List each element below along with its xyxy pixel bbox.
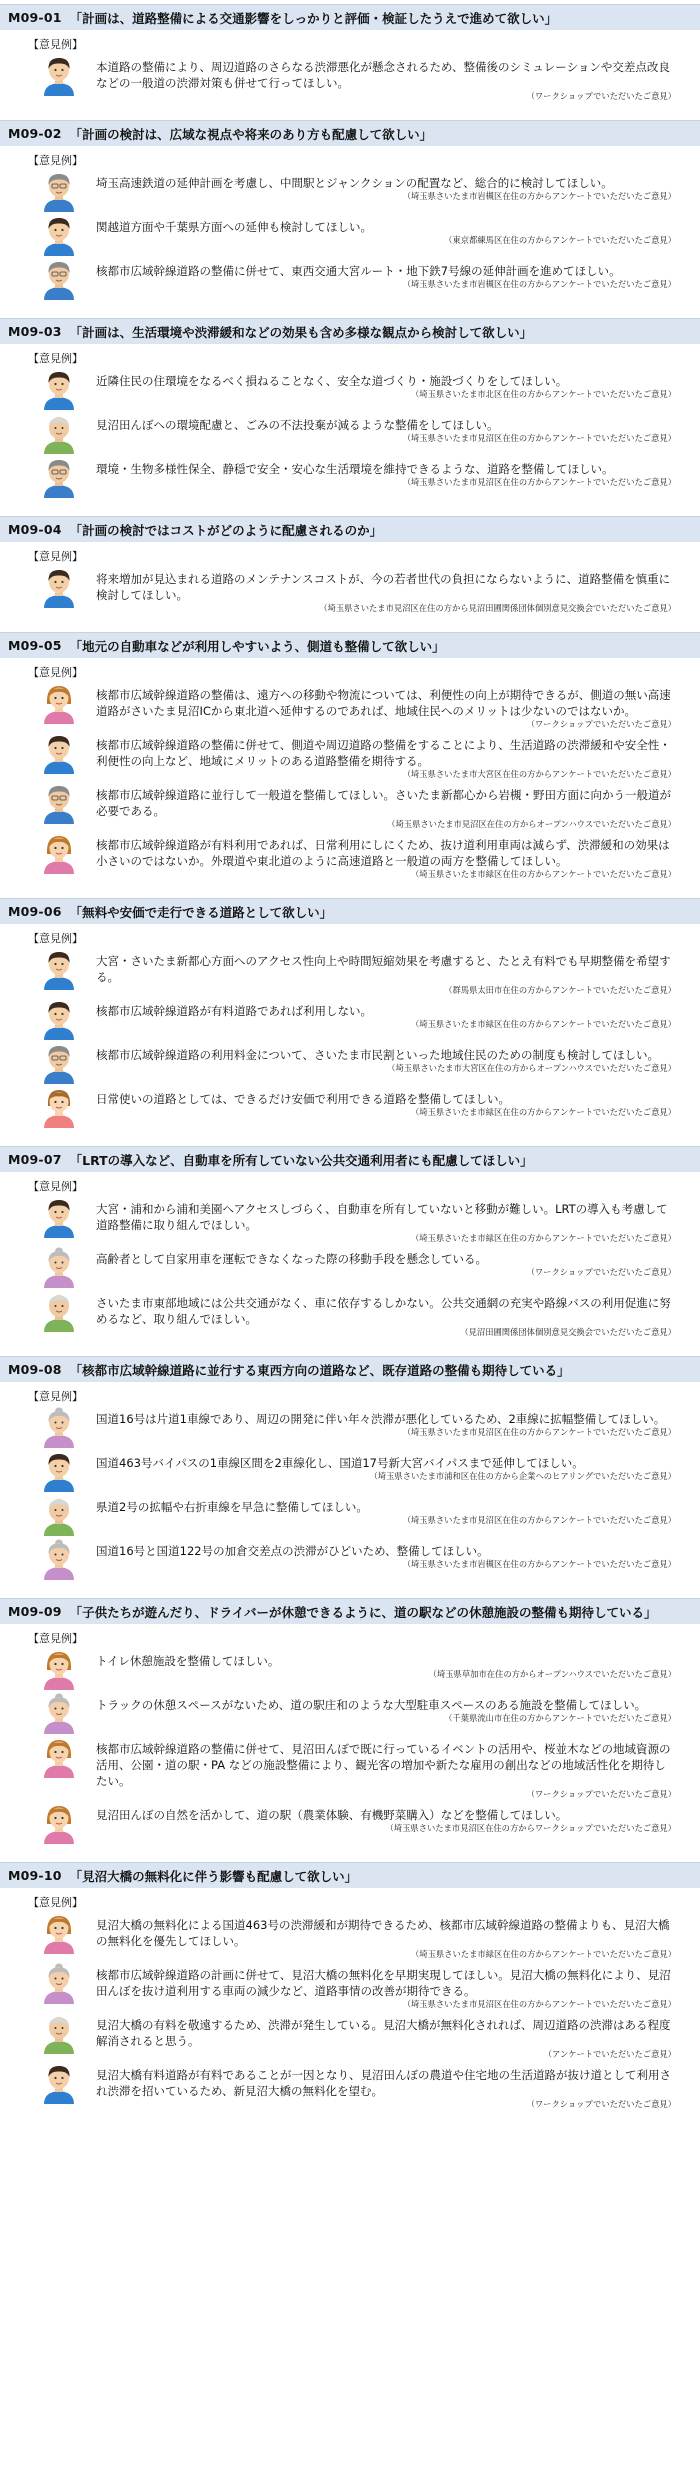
opinion-section xyxy=(0,1356,700,1594)
opinion-list xyxy=(0,368,700,498)
woman-avatar-icon xyxy=(40,1648,78,1690)
opinion-text: さいたま市東部地域には公共交通がなく、車に依存するしかない。公共交通網の充実や路線バスの利用促進に努めるなど、取り組んでほしい。 xyxy=(96,1296,671,1326)
opinion-item xyxy=(40,998,676,1040)
section-header xyxy=(0,1862,700,1888)
opinion-text: 核都市広域幹線道路の整備に併せて、東西交通大宮ルート・地下鉄7号線の延伸計画を進めてほしい。 xyxy=(96,264,621,278)
opinion-item xyxy=(40,566,676,614)
opinion-section xyxy=(0,318,700,512)
opinion-text: 近隣住民の住環境をなるべく損ねることなく、安全な道づくり・施設づくりをしてほしい。 xyxy=(96,374,568,388)
opinion-body xyxy=(96,832,676,880)
section-code: M09-03 xyxy=(8,324,62,339)
grandma-avatar-icon xyxy=(40,1962,78,2004)
opinion-text: 高齢者として自家用車を運転できなくなった際の移動手段を懸念している。 xyxy=(96,1252,487,1266)
opinion-source: （埼玉県さいたま市岩槻区在住の方からアンケートでいただいたご意見） xyxy=(402,1559,676,1569)
opinion-body xyxy=(96,682,676,730)
opinion-source: （埼玉県さいたま市見沼区在住の方からアンケートでいただいたご意見） xyxy=(402,1999,676,2009)
opinion-source: （ワークショップでいただいたご意見） xyxy=(526,719,676,729)
opinion-body xyxy=(96,1538,676,1580)
opinion-body xyxy=(96,54,676,102)
man-avatar-icon xyxy=(40,214,78,256)
opinion-text: 見沼大橋の無料化による国道463号の渋滞緩和が期待できるため、核都市広域幹線道路の整備よりも、見沼大橋の無料化を優先してほしい。 xyxy=(96,1918,670,1948)
opinion-text: 核都市広域幹線道路が有料利用であれば、日常利用にしにくため、抜け道利用車両は減らず、渋滞緩和の効果は小さいのではないか。外環道や東北道のように高速道路と一般道の両方を整備してほしい。 xyxy=(96,838,670,868)
opinion-list xyxy=(0,54,700,102)
girl-avatar-icon xyxy=(40,1086,78,1128)
opinion-item xyxy=(40,54,676,102)
opinion-source: （千葉県流山市在住の方からアンケートでいただいたご意見） xyxy=(444,1713,676,1723)
opinion-item xyxy=(40,1290,676,1338)
opinion-source: （東京都練馬区在住の方からアンケートでいただいたご意見） xyxy=(444,235,676,245)
grandma-avatar-icon xyxy=(40,1692,78,1734)
opinion-text: 関越道方面や千葉県方面への延伸も検討してほしい。 xyxy=(96,220,372,234)
grandma-avatar-icon xyxy=(40,1406,78,1448)
opinion-item xyxy=(40,1042,676,1084)
elder-avatar-icon xyxy=(40,782,78,824)
opinion-text: 国道16号は片道1車線であり、周辺の開発に伴い年々渋滞が悪化しているため、2車線に拡幅整備してほしい。 xyxy=(96,1412,666,1426)
opinion-item xyxy=(40,1086,676,1128)
opinion-list xyxy=(0,1406,700,1580)
section-header xyxy=(0,318,700,344)
man-avatar-icon xyxy=(40,566,78,608)
section-code: M09-01 xyxy=(8,10,62,25)
section-title: 「子供たちが遊んだり、ドライバーが休憩できるように、道の駅などの休憩施設の整備も期待している」 xyxy=(69,1604,657,1620)
opinion-body xyxy=(96,1086,676,1128)
elder-avatar-icon xyxy=(40,1042,78,1084)
opinion-source: （埼玉県さいたま市緑区在住の方からアンケートでいただいたご意見） xyxy=(410,1233,676,1243)
section-spacer xyxy=(0,614,700,628)
opinion-text: 核都市広域幹線道路に並行して一般道を整備してほしい。さいたま新都心から岩槻・野田方面に向かう一般道が必要である。 xyxy=(96,788,671,818)
opinion-item xyxy=(40,1196,676,1244)
section-header xyxy=(0,1356,700,1382)
section-header xyxy=(0,632,700,658)
opinion-body xyxy=(96,1648,676,1690)
opinion-source: （群馬県太田市在住の方からアンケートでいただいたご意見） xyxy=(444,985,676,995)
opinion-body xyxy=(96,1802,676,1844)
opinion-source: （埼玉県草加市在住の方からオープンハウスでいただいたご意見） xyxy=(428,1669,676,1679)
woman-avatar-icon xyxy=(40,1802,78,1844)
opinion-list xyxy=(0,948,700,1128)
opinion-text: トイレ休憩施設を整備してほしい。 xyxy=(96,1654,280,1668)
elder-avatar-icon xyxy=(40,456,78,498)
opinion-body xyxy=(96,782,676,830)
opinion-examples-label: 【意見例】 xyxy=(28,38,83,51)
opinion-page xyxy=(0,4,700,2124)
section-title: 「無料や安価で走行できる道路として欲しい」 xyxy=(69,904,333,920)
opinion-text: 国道463号バイパスの1車線区間を2車線化し、国道17号新大宮バイパスまで延伸してほしい。 xyxy=(96,1456,584,1470)
opinion-text: 埼玉高速鉄道の延伸計画を考慮し、中間駅とジャンクションの配置など、総合的に検討してほしい。 xyxy=(96,176,613,190)
opinion-text: 核都市広域幹線道路の計画に併せて、見沼大橋の無料化を早期実現してほしい。見沼大橋の無料化により、見沼田んぼを抜け道利用する車両の減少など、道路事情の改善が期待できる。 xyxy=(96,1968,671,1998)
opinion-text: 環境・生物多様性保全、静穏で安全・安心な生活環境を維持できるような、道路を整備してほしい。 xyxy=(96,462,614,476)
opinion-text: 国道16号と国道122号の加倉交差点の渋滞がひどいため、整備してほしい。 xyxy=(96,1544,489,1558)
section-code: M09-07 xyxy=(8,1152,62,1167)
opinion-examples-label: 【意見例】 xyxy=(28,1896,83,1909)
opinion-source: （埼玉県さいたま市北区在住の方からアンケートでいただいたご意見） xyxy=(410,389,676,399)
opinion-body xyxy=(96,1450,676,1492)
opinion-item xyxy=(40,170,676,212)
opinion-text: 核都市広域幹線道路の整備は、遠方への移動や物流については、利便性の向上が期待できるが、側道の無い高速道路がさいたま見沼ICから東北道へ延伸するのであれば、地域住民へのメリットは少ないのではないか。 xyxy=(96,688,671,718)
opinion-body xyxy=(96,1042,676,1084)
section-spacer xyxy=(0,1338,700,1352)
section-header xyxy=(0,898,700,924)
grandpa-avatar-icon xyxy=(40,412,78,454)
opinion-item xyxy=(40,412,676,454)
opinion-source: （ワークショップでいただいたご意見） xyxy=(526,1267,676,1277)
opinion-body xyxy=(96,1736,676,1800)
opinion-source: （埼玉県さいたま市岩槻区在住の方からアンケートでいただいたご意見） xyxy=(402,191,676,201)
opinion-item xyxy=(40,1692,676,1734)
elder-avatar-icon xyxy=(40,258,78,300)
opinion-source: （埼玉県さいたま市見沼区在住の方からワークショップでいただいたご意見） xyxy=(385,1823,676,1833)
opinion-examples-label: 【意見例】 xyxy=(28,932,83,945)
opinion-text: 大宮・浦和から浦和美園へアクセスしづらく、自動車を所有していないと移動が難しい。LRTの導入も考慮して道路整備に取り組んでほしい。 xyxy=(96,1202,668,1232)
opinion-source: （埼玉県さいたま市大宮区在住の方からオープンハウスでいただいたご意見） xyxy=(387,1063,676,1073)
opinion-section xyxy=(0,1146,700,1352)
opinion-source: （ワークショップでいただいたご意見） xyxy=(526,1789,676,1799)
opinion-list xyxy=(0,682,700,880)
section-code: M09-05 xyxy=(8,638,62,653)
opinion-source: （埼玉県さいたま市岩槻区在住の方からアンケートでいただいたご意見） xyxy=(402,279,676,289)
opinion-text: 将来増加が見込まれる道路のメンテナンスコストが、今の若者世代の負担にならないように、道路整備を慎重に検討してほしい。 xyxy=(96,572,671,602)
opinion-body xyxy=(96,170,676,212)
opinion-list xyxy=(0,566,700,614)
opinion-item xyxy=(40,2012,676,2060)
grandpa-avatar-icon xyxy=(40,1494,78,1536)
opinion-list xyxy=(0,1648,700,1844)
opinion-body xyxy=(96,1196,676,1244)
opinion-item xyxy=(40,1406,676,1448)
opinion-source: （埼玉県さいたま市見沼区在住の方からアンケートでいただいたご意見） xyxy=(402,433,676,443)
opinion-source: （ワークショップでいただいたご意見） xyxy=(526,91,676,101)
opinion-body xyxy=(96,2012,676,2060)
section-spacer xyxy=(0,2110,700,2124)
grandpa-avatar-icon xyxy=(40,2012,78,2054)
man-avatar-icon xyxy=(40,948,78,990)
opinion-item xyxy=(40,682,676,730)
woman-avatar-icon xyxy=(40,1736,78,1778)
opinion-body xyxy=(96,732,676,780)
man-avatar-icon xyxy=(40,54,78,96)
opinion-text: 本道路の整備により、周辺道路のさらなる渋滞悪化が懸念されるため、整備後のシミュレーションや交差点改良などの一般道の渋滞対策も併せて行ってほしい。 xyxy=(96,60,670,90)
opinion-list xyxy=(0,170,700,300)
opinion-source: （埼玉県さいたま市緑区在住の方からアンケートでいただいたご意見） xyxy=(410,1107,676,1117)
section-code: M09-02 xyxy=(8,126,62,141)
opinion-body xyxy=(96,1692,676,1734)
opinion-section xyxy=(0,1862,700,2124)
opinion-examples-label: 【意見例】 xyxy=(28,154,83,167)
section-title: 「計画の検討は、広域な視点や将来のあり方も配慮して欲しい」 xyxy=(69,126,433,142)
section-spacer xyxy=(0,1844,700,1858)
opinion-source: （埼玉県さいたま市緑区在住の方からアンケートでいただいたご意見） xyxy=(410,1019,676,1029)
opinion-body xyxy=(96,412,676,454)
opinion-section xyxy=(0,120,700,314)
opinion-examples-label: 【意見例】 xyxy=(28,1390,83,1403)
section-title: 「計画は、道路整備による交通影響をしっかりと評価・検証したうえで進めて欲しい」 xyxy=(69,10,558,26)
opinion-item xyxy=(40,1736,676,1800)
opinion-examples-label: 【意見例】 xyxy=(28,352,83,365)
opinion-examples-label: 【意見例】 xyxy=(28,1180,83,1193)
section-header xyxy=(0,1598,700,1624)
opinion-item xyxy=(40,258,676,300)
opinion-item xyxy=(40,1538,676,1580)
opinion-source: （埼玉県さいたま市見沼区在住の方から見沼田圃関係団体個別意見交換会でいただいたご意見） xyxy=(319,603,676,613)
section-code: M09-08 xyxy=(8,1362,62,1377)
opinion-item xyxy=(40,1246,676,1288)
section-title: 「計画は、生活環境や渋滞緩和などの効果も含め多様な観点から検討して欲しい」 xyxy=(69,324,533,340)
section-header xyxy=(0,120,700,146)
opinion-body xyxy=(96,1246,676,1288)
opinion-body xyxy=(96,566,676,614)
section-header xyxy=(0,516,700,542)
opinion-source: （埼玉県さいたま市大宮区在住の方からアンケートでいただいたご意見） xyxy=(402,769,676,779)
section-spacer xyxy=(0,102,700,116)
opinion-item xyxy=(40,1962,676,2010)
woman-avatar-icon xyxy=(40,832,78,874)
man-avatar-icon xyxy=(40,732,78,774)
section-title: 「地元の自動車などが利用しやすいよう、側道も整備して欲しい」 xyxy=(69,638,445,654)
opinion-item xyxy=(40,1648,676,1690)
opinion-examples-label: 【意見例】 xyxy=(28,666,83,679)
opinion-examples-label: 【意見例】 xyxy=(28,550,83,563)
section-title: 「LRTの導入など、自動車を所有していない公共交通利用者にも配慮してほしい」 xyxy=(69,1152,533,1168)
opinion-body xyxy=(96,368,676,410)
opinion-text: 核都市広域幹線道路の利用料金について、さいたま市民割といった地域住民のための制度も検討してほしい。 xyxy=(96,1048,660,1062)
opinion-source: （埼玉県さいたま市見沼区在住の方からアンケートでいただいたご意見） xyxy=(402,1427,676,1437)
opinion-source: （埼玉県さいたま市見沼区在住の方からオープンハウスでいただいたご意見） xyxy=(387,819,676,829)
woman-avatar-icon xyxy=(40,1912,78,1954)
section-code: M09-09 xyxy=(8,1604,62,1619)
opinion-text: トラックの休憩スペースがないため、道の駅庄和のような大型駐車スペースのある施設を整備してほしい。 xyxy=(96,1698,647,1712)
opinion-text: 核都市広域幹線道路が有料道路であれば利用しない。 xyxy=(96,1004,372,1018)
opinion-section xyxy=(0,516,700,628)
opinion-text: 県道2号の拡幅や右折車線を早急に整備してほしい。 xyxy=(96,1500,368,1514)
opinion-body xyxy=(96,1912,676,1960)
section-spacer xyxy=(0,880,700,894)
opinion-text: 核都市広域幹線道路の整備に併せて、見沼田んぼで既に行っているイベントの活用や、桜並木などの地域資源の活用、公園・道の駅・PA などの施設整備により、観光客の増加や新たな雇用の創出などの地域活性化を期待したい。 xyxy=(96,1742,671,1788)
man-avatar-icon xyxy=(40,368,78,410)
section-header xyxy=(0,4,700,30)
opinion-list xyxy=(0,1912,700,2110)
opinion-body xyxy=(96,948,676,996)
opinion-text: 見沼田んぼへの環境配慮と、ごみの不法投棄が減るような整備をしてほしい。 xyxy=(96,418,499,432)
man-avatar-icon xyxy=(40,1450,78,1492)
opinion-source: （見沼田圃関係団体個別意見交換会でいただいたご意見） xyxy=(460,1327,676,1337)
opinion-section xyxy=(0,632,700,894)
section-header xyxy=(0,1146,700,1172)
woman-avatar-icon xyxy=(40,682,78,724)
opinion-item xyxy=(40,1494,676,1536)
grandpa-avatar-icon xyxy=(40,1290,78,1332)
opinion-body xyxy=(96,214,676,256)
opinion-source: （埼玉県さいたま市浦和区在住の方から企業へのヒアリングでいただいたご意見） xyxy=(369,1471,676,1481)
opinion-item xyxy=(40,2062,676,2110)
opinion-source: （アンケートでいただいたご意見） xyxy=(543,2049,676,2059)
opinion-source: （埼玉県さいたま市見沼区在住の方からアンケートでいただいたご意見） xyxy=(402,1515,676,1525)
man-avatar-icon xyxy=(40,2062,78,2104)
opinion-text: 見沼大橋有料道路が有料であることが一因となり、見沼田んぼの農道や住宅地の生活道路が抜け道として利用され渋滞を招いているため、新見沼大橋の無料化を望む。 xyxy=(96,2068,671,2098)
section-code: M09-04 xyxy=(8,522,62,537)
man-avatar-icon xyxy=(40,998,78,1040)
section-spacer xyxy=(0,1128,700,1142)
opinion-section xyxy=(0,1598,700,1858)
opinion-item xyxy=(40,1912,676,1960)
section-spacer xyxy=(0,498,700,512)
opinion-item xyxy=(40,456,676,498)
section-code: M09-10 xyxy=(8,1868,62,1883)
opinion-body xyxy=(96,998,676,1040)
opinion-source: （埼玉県さいたま市緑区在住の方からアンケートでいただいたご意見） xyxy=(410,1949,676,1959)
man-avatar-icon xyxy=(40,1196,78,1238)
opinion-body xyxy=(96,1290,676,1338)
opinion-text: 見沼大橋の有料を敬遠するため、渋滞が発生している。見沼大橋が無料化されれば、周辺道路の渋滞はある程度解消されると思う。 xyxy=(96,2018,671,2048)
opinion-item xyxy=(40,948,676,996)
opinion-source: （埼玉県さいたま市緑区在住の方からアンケートでいただいたご意見） xyxy=(410,869,676,879)
opinion-body xyxy=(96,1494,676,1536)
opinion-body xyxy=(96,456,676,498)
opinion-body xyxy=(96,2062,676,2110)
opinion-item xyxy=(40,1802,676,1844)
section-code: M09-06 xyxy=(8,904,62,919)
opinion-list xyxy=(0,1196,700,1338)
opinion-item xyxy=(40,368,676,410)
opinion-item xyxy=(40,1450,676,1492)
opinion-body xyxy=(96,1962,676,2010)
opinion-item xyxy=(40,782,676,830)
grandma-avatar-icon xyxy=(40,1246,78,1288)
grandma-avatar-icon xyxy=(40,1538,78,1580)
section-spacer xyxy=(0,300,700,314)
opinion-text: 日常使いの道路としては、できるだけ安価で利用できる道路を整備してほしい。 xyxy=(96,1092,510,1106)
opinion-body xyxy=(96,258,676,300)
opinion-item xyxy=(40,832,676,880)
section-title: 「計画の検討ではコストがどのように配慮されるのか」 xyxy=(69,522,383,538)
opinion-text: 核都市広域幹線道路の整備に併せて、側道や周辺道路の整備をすることにより、生活道路の渋滞緩和や安全性・利便性の向上など、地域にメリットのある道路整備を期待する。 xyxy=(96,738,671,768)
opinion-body xyxy=(96,1406,676,1448)
opinion-source: （埼玉県さいたま市見沼区在住の方からアンケートでいただいたご意見） xyxy=(402,477,676,487)
section-spacer xyxy=(0,1580,700,1594)
section-title: 「見沼大橋の無料化に伴う影響も配慮して欲しい」 xyxy=(69,1868,358,1884)
section-title: 「核都市広域幹線道路に並行する東西方向の道路など、既存道路の整備も期待している」 xyxy=(69,1362,570,1378)
opinion-source: （ワークショップでいただいたご意見） xyxy=(526,2099,676,2109)
opinion-examples-label: 【意見例】 xyxy=(28,1632,83,1645)
opinion-text: 大宮・さいたま新都心方面へのアクセス性向上や時間短縮効果を考慮すると、たとえ有料でも早期整備を希望する。 xyxy=(96,954,671,984)
opinion-item xyxy=(40,732,676,780)
opinion-item xyxy=(40,214,676,256)
elder-avatar-icon xyxy=(40,170,78,212)
opinion-section xyxy=(0,898,700,1142)
opinion-section xyxy=(0,4,700,116)
opinion-text: 見沼田んぼの自然を活かして、道の駅（農業体験、有機野菜購入）などを整備してほしい。 xyxy=(96,1808,568,1822)
